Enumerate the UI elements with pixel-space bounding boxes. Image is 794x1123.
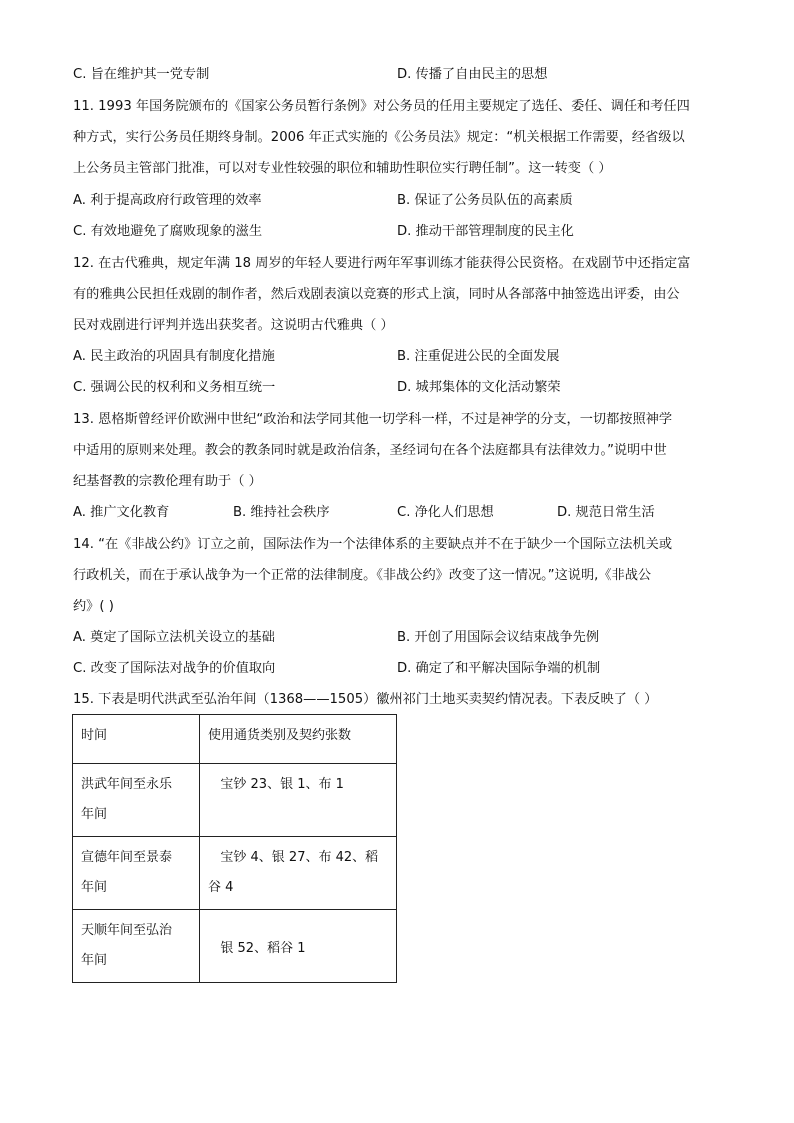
q12-stem-line-3: 民对戏剧进行评判并选出获奖者。这说明古代雅典（ ） [73, 318, 394, 333]
table-cell-currency [200, 910, 397, 983]
currency-line: 谷 4 [208, 880, 234, 895]
q15-stem: 15. 下表是明代洪武至弘治年间（1368——1505）徽州祁门土地买卖契约情况表。下表反映了（ ） [73, 692, 658, 707]
period-line: 天顺年间至弘治 [81, 923, 173, 938]
q12-option-d: D. 城邦集体的文化活动繁荣 [397, 380, 561, 395]
table-row [73, 837, 397, 910]
q11-option-b: B. 保证了公务员队伍的高素质 [397, 193, 573, 208]
period-line: 年间 [81, 880, 108, 895]
period-line: 宣德年间至景泰 [81, 850, 173, 865]
q12-stem-line-2: 有的雅典公民担任戏剧的制作者，然后戏剧表演以竞赛的形式上演，同时从各部落中抽签选出评委，由公 [73, 287, 680, 302]
period-line: 年间 [81, 953, 108, 968]
q13-option-a: A. 推广文化教育 [73, 505, 170, 520]
q12-option-c: C. 强调公民的权利和义务相互统一 [73, 380, 276, 395]
q14-option-c: C. 改变了国际法对战争的价值取向 [73, 661, 276, 676]
q14-option-b: B. 开创了用国际会议结束战争先例 [397, 630, 600, 645]
q13-option-d: D. 规范日常生活 [557, 505, 655, 520]
q14-stem-line-1: 14. “在《非战公约》订立之前，国际法作为一个法律体系的主要缺点并不在于缺少一个国际立法机关或 [73, 537, 673, 552]
q14-option-d: D. 确定了和平解决国际争端的机制 [397, 661, 601, 676]
land-contract-table [72, 714, 397, 983]
period-line: 洪武年间至永乐 [81, 777, 173, 792]
q14-stem-line-2: 行政机关，而在于承认战争为一个正常的法律制度。《非战公约》改变了这一情况。”这说明,《非战公 [73, 568, 652, 583]
currency-line: 宝钞 4、银 27、布 42、稻 [208, 850, 379, 865]
q11-stem-line-3: 上公务员主管部门批准，可以对专业性较强的职位和辅助性职位实行聘任制”。这一转变（ ） [73, 161, 612, 176]
currency-line: 宝钞 23、银 1、布 1 [208, 777, 344, 792]
period-line: 年间 [81, 807, 108, 822]
table-cell-period [73, 910, 200, 983]
table-cell-period [73, 837, 200, 910]
q11-option-a: A. 利于提高政府行政管理的效率 [73, 193, 262, 208]
q12-option-b: B. 注重促进公民的全面发展 [397, 349, 560, 364]
currency-line: 银 52、稻谷 1 [208, 941, 306, 956]
table-header-cell: 使用通货类别及契约张数 [200, 715, 397, 764]
q13-stem-line-2: 中适用的原则来处理。教会的教条同时就是政治信条，圣经词句在各个法庭都具有法律效力。”说明中世 [73, 443, 667, 458]
table-row [73, 910, 397, 983]
table-row [73, 764, 397, 837]
q10-option-d: D. 传播了自由民主的思想 [397, 67, 548, 82]
q13-stem-line-1: 13. 恩格斯曾经评价欧洲中世纪“政治和法学同其他一切学科一样，不过是神学的分支，一切都按照神学 [73, 412, 673, 427]
table-cell-currency [200, 764, 397, 837]
q11-option-c: C. 有效地避免了腐败现象的滋生 [73, 224, 263, 239]
q11-stem-line-1: 11. 1993 年国务院颁布的《国家公务员暂行条例》对公务员的任用主要规定了选任、委任、调任和考任四 [73, 99, 690, 114]
table-cell-currency [200, 837, 397, 910]
q12-stem-line-1: 12. 在古代雅典，规定年满 18 周岁的年轻人要进行两年军事训练才能获得公民资格。在戏剧节中还指定富 [73, 256, 691, 271]
q13-option-b: B. 维持社会秩序 [233, 505, 330, 520]
q13-option-c: C. 净化人们思想 [397, 505, 494, 520]
table-cell-period [73, 764, 200, 837]
q11-stem-line-2: 种方式，实行公务员任期终身制。2006 年正式实施的《公务员法》规定：“机关根据工作需要，经省级以 [73, 130, 685, 145]
q13-stem-line-3: 纪基督教的宗教伦理有助于（ ） [73, 474, 262, 489]
q10-option-c: C. 旨在维护其一党专制 [73, 67, 210, 82]
table-header-cell: 时间 [73, 715, 200, 764]
q12-option-a: A. 民主政治的巩固具有制度化措施 [73, 349, 275, 364]
table-header-row [73, 715, 397, 764]
q14-stem-line-3: 约》( ) [73, 599, 114, 614]
q11-option-d: D. 推动干部管理制度的民主化 [397, 224, 574, 239]
q14-option-a: A. 奠定了国际立法机关设立的基础 [73, 630, 275, 645]
